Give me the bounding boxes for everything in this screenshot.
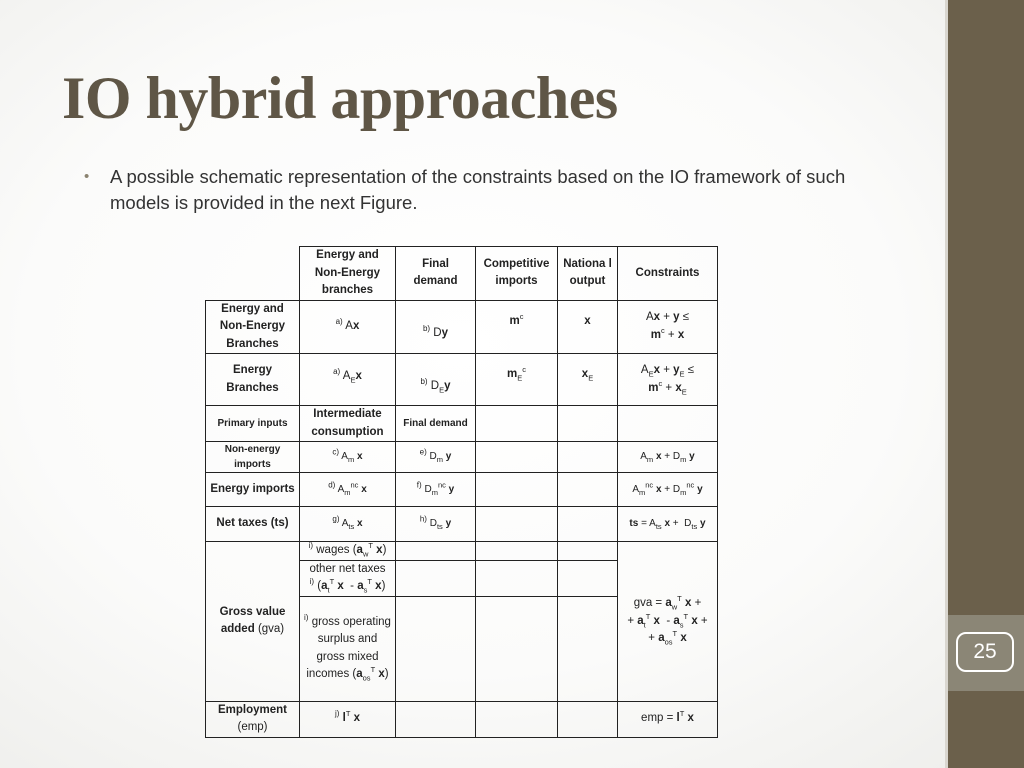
cell-constraint-5: $A_m^{nc}$ $x + D_m^{nc}$ y [618, 473, 718, 507]
cell-x: x [558, 300, 618, 354]
cell-gross-operating-surplus: $^{i)}$ gross operating surplus and gross mixed incomes ($a_{os}^T$ x) [300, 596, 396, 701]
cell-aex: $^{a)}$ $A_Ex$ [300, 354, 396, 406]
empty-cell [476, 701, 558, 737]
other-net-taxes-text: other net taxes [309, 562, 386, 575]
row-label-primary-inputs: Primary inputs [206, 406, 300, 442]
empty-cell [558, 406, 618, 442]
cell-dtsy: $^{h)}$ $D_{ts}$ y [396, 507, 476, 542]
empty-cell [396, 542, 476, 561]
empty-cell [396, 701, 476, 737]
cell-other-net-taxes: other net taxes $^{i)}$ ($a_t^T$ x - $a_s^T$ x) [300, 560, 396, 596]
table-row [206, 442, 718, 473]
empty-cell [476, 442, 558, 473]
empty-cell [558, 701, 618, 737]
cell-dey: $^{b)}$ $D_Ey$ [396, 354, 476, 406]
empty-cell [476, 406, 558, 442]
cell-dmncy: $^{f)}$ $D_m^{nc}$ y [396, 473, 476, 507]
cell-ltx: $^{j)}$ $l^T$ x [300, 701, 396, 737]
row-label-energy-branches: Energy Branches [206, 354, 300, 406]
cell-constraint-1: Ax + y ≤ $m^c + x$ [618, 300, 718, 354]
empty-cell [558, 507, 618, 542]
cell-constraint-4: $A_m$ $x + D_m$ y [618, 442, 718, 473]
row-label-employment [206, 701, 300, 737]
col-header-final-demand: Final demand [396, 247, 476, 301]
employment-label-bold: Employment [217, 703, 287, 716]
col-header-energy-branches: Energy and Non-Energy branches [300, 247, 396, 301]
cell-ax: $^{a)}$ Ax [300, 300, 396, 354]
cell-constraint-gva: gva = $a_w^T$ x + + $a_t^T$ x - $a_s^T$ x + + $a_{os}^T$ x [618, 542, 718, 702]
table-row [206, 701, 718, 737]
table-row [206, 473, 718, 507]
gross-operating-text: gross operating surplus and gross mixed incomes [306, 615, 391, 680]
cell-mc: $m^c$ [476, 300, 558, 354]
cell-wages: $^{i)}$ wages ($a_w^T$ x) [300, 542, 396, 561]
col-header-constraints: Constraints [618, 247, 718, 301]
cell-constraint-emp: emp = $l^T$ x [618, 701, 718, 737]
table-header-row [206, 247, 718, 301]
empty-cell [558, 442, 618, 473]
page-number: 25 [956, 632, 1014, 672]
gva-label-bold: Gross value added [219, 605, 286, 636]
cell-dmy: $^{e)}$ $D_m$ y [396, 442, 476, 473]
io-constraints-table [205, 246, 718, 738]
cell-amncx: $^{d)}$ $A_m^{nc}$ x [300, 473, 396, 507]
row-label-net-taxes: Net taxes (ts) [206, 507, 300, 542]
empty-cell [558, 542, 618, 561]
gva-label-rest: (gva) [257, 623, 285, 636]
cell-xe: $x_E$ [558, 354, 618, 406]
empty-cell [396, 560, 476, 596]
col-header-national-output: Nationa l output [558, 247, 618, 301]
empty-cell [396, 596, 476, 701]
empty-cell [476, 507, 558, 542]
empty-cell [558, 473, 618, 507]
col-header-competitive-imports: Competitive imports [476, 247, 558, 301]
empty-cell [618, 406, 718, 442]
row-label-nonenergy-imports: Non-energy imports [206, 442, 300, 473]
row-label-gva [206, 542, 300, 702]
table-row [206, 406, 718, 442]
cell-constraint-6: ts = $A_{ts}$ $x + D_{ts}$ y [618, 507, 718, 542]
cell-constraint-2: $A_Ex + y_E$ ≤ $m^c + x_E$ [618, 354, 718, 406]
cell-atsx: $^{g)}$ $A_{ts}$ x [300, 507, 396, 542]
empty-cell [476, 596, 558, 701]
empty-cell [558, 596, 618, 701]
cell-amx: $^{c)}$ $A_m$ x [300, 442, 396, 473]
empty-cell [476, 542, 558, 561]
table-row [206, 354, 718, 406]
page-number-badge [948, 615, 1024, 691]
slide-title: IO hybrid approaches [62, 65, 618, 131]
cell-mec: $m_E^c$ [476, 354, 558, 406]
empty-cell [558, 560, 618, 596]
empty-cell [476, 473, 558, 507]
table-row [206, 300, 718, 354]
row-label-energy-imports: Energy imports [206, 473, 300, 507]
employment-label-rest: (emp) [237, 721, 268, 733]
bullet-text: A possible schematic representation of the constraints based on the IO framework of such models is provided in the next Figure. [110, 166, 846, 213]
table-corner-cell [206, 247, 300, 301]
table-row [206, 507, 718, 542]
row-label-energy-nonenergy: Energy and Non-Energy Branches [206, 300, 300, 354]
cell-intermediate-consumption: Intermediate consumption [300, 406, 396, 442]
table-row [206, 542, 718, 561]
cell-dy: $^{b)}$ Dy [396, 300, 476, 354]
empty-cell [476, 560, 558, 596]
bullet-dot-icon: • [84, 168, 90, 185]
cell-final-demand-label: Final demand [396, 406, 476, 442]
wages-text: wages [316, 544, 350, 556]
